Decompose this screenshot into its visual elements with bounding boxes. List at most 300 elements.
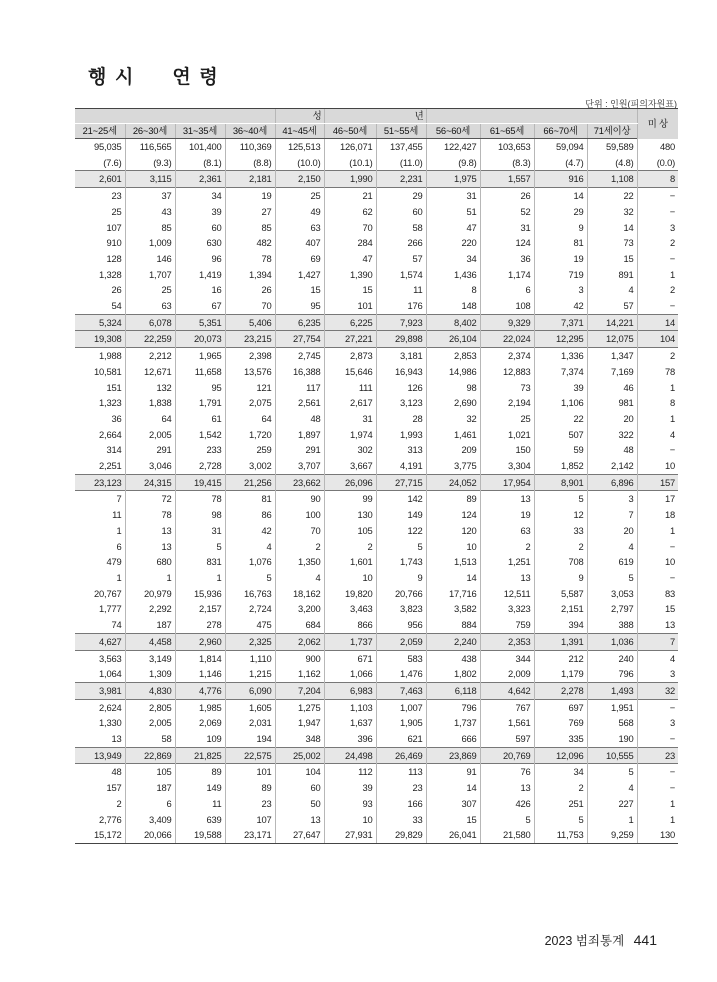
table-cell: 150 <box>480 442 534 458</box>
table-cell: 42 <box>534 298 587 314</box>
table-cell: (11.0) <box>376 155 426 171</box>
table-cell: 19 <box>225 188 275 204</box>
table-cell: 981 <box>587 395 637 411</box>
table-cell: − <box>637 539 678 555</box>
table-cell: 1,951 <box>587 699 637 715</box>
table-cell: 20,979 <box>125 586 175 602</box>
table-cell: 26,469 <box>376 747 426 764</box>
table-cell: 3 <box>637 220 678 236</box>
table-cell: 78 <box>637 364 678 380</box>
column-header: 26~30세 <box>125 124 175 139</box>
table-cell: 314 <box>106 444 122 456</box>
table-cell: 1,323 <box>99 397 122 409</box>
table-cell: 33 <box>534 523 587 539</box>
table-cell: − <box>637 780 678 796</box>
table-cell: 14,986 <box>426 364 480 380</box>
table-cell: 8 <box>637 395 678 411</box>
table-cell: 291 <box>275 442 324 458</box>
table-cell: 482 <box>225 235 275 251</box>
footer-text: 2023 범죄통계 <box>544 934 625 948</box>
table-cell: 209 <box>426 442 480 458</box>
table-row <box>75 411 678 427</box>
table-cell: 2,853 <box>426 348 480 364</box>
page-title: 행 시 연 령 <box>88 66 219 88</box>
table-cell: 5,351 <box>175 314 225 331</box>
table-cell: 322 <box>587 427 637 443</box>
table-cell: 26 <box>480 188 534 204</box>
group-header-nyeon: 년 <box>324 109 426 124</box>
table-cell: 291 <box>125 442 175 458</box>
table-cell: 137,455 <box>376 139 426 155</box>
table-cell: 438 <box>426 650 480 666</box>
table-cell: 666 <box>426 731 480 747</box>
table-cell: 1,852 <box>534 458 587 474</box>
table-row <box>75 348 678 364</box>
table-cell: 1,777 <box>99 603 122 615</box>
table-cell: 1,814 <box>175 650 225 666</box>
table-cell: 1,007 <box>376 699 426 715</box>
table-cell: 13 <box>275 812 324 828</box>
table-cell: 124 <box>480 235 534 251</box>
table-cell: (9.8) <box>426 155 480 171</box>
table-cell: 1,990 <box>324 171 376 188</box>
table-cell: 20,073 <box>175 331 225 348</box>
table-cell: 91 <box>426 764 480 780</box>
table-cell: 220 <box>426 235 480 251</box>
table-cell: 3,002 <box>225 458 275 474</box>
table-cell: 3,981 <box>75 682 125 699</box>
table-cell: 85 <box>225 220 275 236</box>
table-cell: 10,581 <box>94 365 122 377</box>
table-cell: 4 <box>275 570 324 586</box>
table-cell: 3 <box>587 491 637 507</box>
table-cell: 671 <box>324 650 376 666</box>
table-cell: 21,580 <box>480 827 534 843</box>
table-cell: 284 <box>324 235 376 251</box>
table-row <box>75 314 678 331</box>
table-cell: 17,954 <box>480 474 534 491</box>
table-cell: 122 <box>376 523 426 539</box>
table-cell: 194 <box>225 731 275 747</box>
table-cell: 103,653 <box>480 139 534 155</box>
table-cell: 25 <box>125 282 175 298</box>
table-cell: 2,353 <box>480 633 534 650</box>
table-cell: 8 <box>637 171 678 188</box>
table-cell: 11,658 <box>175 364 225 380</box>
table-cell: 10 <box>324 570 376 586</box>
group-header-seong: 성 <box>275 109 324 124</box>
table-cell: 1,108 <box>587 171 637 188</box>
table-cell: 105 <box>324 523 376 539</box>
table-cell: 25 <box>111 205 122 217</box>
table-cell: 95,035 <box>94 141 122 152</box>
table-cell: 126,071 <box>324 139 376 155</box>
table-cell: 13 <box>111 733 122 745</box>
table-row <box>75 331 678 348</box>
table-row <box>75 474 678 491</box>
table-cell: 122,427 <box>426 139 480 155</box>
table-cell: 2,361 <box>175 171 225 188</box>
table-cell: 18,162 <box>275 586 324 602</box>
table-row <box>75 267 678 283</box>
table-cell: 1,985 <box>175 699 225 715</box>
table-cell: 32 <box>426 411 480 427</box>
table-cell: 26 <box>111 284 122 296</box>
table-cell: 767 <box>480 699 534 715</box>
table-cell: 1,009 <box>125 235 175 251</box>
table-row <box>75 523 678 539</box>
table-cell: 157 <box>637 474 678 491</box>
table-cell: 2 <box>275 539 324 555</box>
table-cell: 100 <box>275 507 324 523</box>
table-cell: 3 <box>637 715 678 731</box>
table-cell: 1,557 <box>480 171 534 188</box>
table-cell: 394 <box>534 617 587 633</box>
table-cell: 2,005 <box>125 715 175 731</box>
table-cell: 16,943 <box>376 364 426 380</box>
table-cell: 60 <box>376 204 426 220</box>
table-cell: 796 <box>426 699 480 715</box>
table-cell: 126 <box>376 380 426 396</box>
table-cell: 884 <box>426 617 480 633</box>
table-cell: 51 <box>426 204 480 220</box>
column-header: 61~65세 <box>480 124 534 139</box>
table-cell: 14,221 <box>587 314 637 331</box>
table-cell: 2 <box>637 235 678 251</box>
table-cell: 21 <box>324 188 376 204</box>
table-cell: 9 <box>534 570 587 586</box>
table-cell: 5,324 <box>75 314 125 331</box>
table-cell: 2 <box>637 348 678 364</box>
table-cell: 302 <box>324 442 376 458</box>
table-cell: 1,601 <box>324 554 376 570</box>
table-cell: 10 <box>426 539 480 555</box>
table-cell: 1 <box>587 812 637 828</box>
table-cell: 396 <box>324 731 376 747</box>
column-header: 41~45세 <box>275 124 324 139</box>
table-cell: 59 <box>534 442 587 458</box>
table-cell: 916 <box>534 171 587 188</box>
table-cell: 2,664 <box>99 428 122 440</box>
table-cell: 9 <box>376 570 426 586</box>
table-cell: 1,461 <box>426 427 480 443</box>
table-cell: 2,690 <box>426 395 480 411</box>
table-cell: 2 <box>534 539 587 555</box>
table-cell: 61 <box>175 411 225 427</box>
age-statistics-table <box>75 108 678 844</box>
table-cell: 31 <box>426 188 480 204</box>
table-cell: 6,896 <box>587 474 637 491</box>
table-row <box>75 298 678 314</box>
table-cell: 6,090 <box>225 682 275 699</box>
table-cell: 96 <box>175 251 225 267</box>
table-cell: 16 <box>175 282 225 298</box>
table-cell: 1,802 <box>426 666 480 682</box>
table-cell: 1,076 <box>225 554 275 570</box>
table-cell: 719 <box>534 267 587 283</box>
table-row <box>75 155 678 171</box>
table-cell: 21,256 <box>225 474 275 491</box>
table-row <box>75 666 678 682</box>
table-cell: 7,374 <box>534 364 587 380</box>
table-cell: 85 <box>125 220 175 236</box>
table-cell: 116,565 <box>125 139 175 155</box>
table-cell: 16,763 <box>225 586 275 602</box>
table-cell: 20,769 <box>480 747 534 764</box>
table-cell: 2,325 <box>225 633 275 650</box>
column-header: 56~60세 <box>426 124 480 139</box>
table-cell: 1,347 <box>587 348 637 364</box>
table-cell: 1,215 <box>225 666 275 682</box>
table-cell: 769 <box>534 715 587 731</box>
table-cell: 90 <box>275 491 324 507</box>
table-cell: 22,024 <box>480 331 534 348</box>
table-cell: 149 <box>376 507 426 523</box>
table-cell: 1,791 <box>175 395 225 411</box>
table-cell: 1,720 <box>225 427 275 443</box>
table-cell: 3,775 <box>426 458 480 474</box>
table-cell: 7 <box>587 507 637 523</box>
table-cell: 12,883 <box>480 364 534 380</box>
table-cell: 78 <box>125 507 175 523</box>
table-row <box>75 827 678 843</box>
table-cell: 76 <box>480 764 534 780</box>
table-cell: 19 <box>480 507 534 523</box>
table-cell: 13,576 <box>225 364 275 380</box>
table-cell: 14 <box>637 314 678 331</box>
table-cell: 2,062 <box>275 633 324 650</box>
column-header: 51~55세 <box>376 124 426 139</box>
table-cell: − <box>637 570 678 586</box>
table-cell: 101 <box>225 764 275 780</box>
table-cell: 78 <box>175 491 225 507</box>
table-cell: 7,204 <box>275 682 324 699</box>
table-cell: 233 <box>175 442 225 458</box>
table-cell: 1,066 <box>324 666 376 682</box>
table-cell: 1,993 <box>376 427 426 443</box>
table-cell: 6,118 <box>426 682 480 699</box>
table-cell: 3,582 <box>426 601 480 617</box>
table-cell: 20 <box>587 411 637 427</box>
table-cell: 1,513 <box>426 554 480 570</box>
table-cell: 64 <box>125 411 175 427</box>
table-cell: 64 <box>225 411 275 427</box>
table-row <box>75 796 678 812</box>
table-row <box>75 586 678 602</box>
table-cell: 1,574 <box>376 267 426 283</box>
table-cell: 5,406 <box>225 314 275 331</box>
table-cell: 89 <box>426 491 480 507</box>
table-cell: 3,707 <box>275 458 324 474</box>
table-cell: 759 <box>480 617 534 633</box>
table-cell: 17 <box>637 491 678 507</box>
table-cell: 142 <box>376 491 426 507</box>
table-cell: 18 <box>637 507 678 523</box>
table-cell: 187 <box>125 617 175 633</box>
table-cell: 34 <box>175 188 225 204</box>
table-cell: 1,391 <box>534 633 587 650</box>
table-cell: 2,561 <box>275 395 324 411</box>
table-cell: 54 <box>111 300 122 312</box>
table-cell: 1,390 <box>324 267 376 283</box>
table-header <box>75 109 678 139</box>
table-cell: 27 <box>225 204 275 220</box>
table-cell: 479 <box>106 556 122 568</box>
table-cell: 187 <box>125 780 175 796</box>
misang-header: 미 상 <box>637 109 678 139</box>
table-row <box>75 507 678 523</box>
table-cell: 27,754 <box>275 331 324 348</box>
table-cell: 70 <box>225 298 275 314</box>
table-cell: 12,671 <box>125 364 175 380</box>
table-cell: 1,542 <box>175 427 225 443</box>
table-cell: 5 <box>376 539 426 555</box>
table-cell: 2,157 <box>175 601 225 617</box>
table-cell: 63 <box>275 220 324 236</box>
table-cell: 157 <box>106 782 122 794</box>
table-cell: (4.7) <box>534 155 587 171</box>
table-cell: 59,589 <box>587 139 637 155</box>
table-cell: (8.8) <box>225 155 275 171</box>
table-cell: 11 <box>175 796 225 812</box>
table-cell: 3,149 <box>125 650 175 666</box>
table-cell: 1,064 <box>99 668 122 680</box>
table-cell: − <box>637 731 678 747</box>
table-cell: 1,975 <box>426 171 480 188</box>
table-cell: − <box>637 699 678 715</box>
table-cell: 1 <box>116 524 122 536</box>
table-cell: 2,292 <box>125 601 175 617</box>
table-cell: 23,869 <box>426 747 480 764</box>
table-cell: 70 <box>275 523 324 539</box>
table-cell: 2,745 <box>275 348 324 364</box>
table-row <box>75 780 678 796</box>
table-cell: 15,936 <box>175 586 225 602</box>
table-cell: 3,200 <box>275 601 324 617</box>
table-cell: 1,493 <box>587 682 637 699</box>
table-cell: 1,336 <box>534 348 587 364</box>
table-cell: 5 <box>587 764 637 780</box>
table-row <box>75 220 678 236</box>
table-cell: 12 <box>534 507 587 523</box>
column-header: 71세이상 <box>587 124 637 139</box>
table-cell: 22 <box>534 411 587 427</box>
table-cell: (8.3) <box>480 155 534 171</box>
table-cell: 910 <box>106 237 122 249</box>
table-cell: 1,988 <box>75 348 125 364</box>
table-cell: 70 <box>324 220 376 236</box>
table-row <box>75 491 678 507</box>
table-cell: 24,052 <box>426 474 480 491</box>
table-cell: 15 <box>324 282 376 298</box>
table-cell: 11 <box>112 509 122 521</box>
table-row <box>75 251 678 267</box>
table-cell: 1,561 <box>480 715 534 731</box>
table-cell: 67 <box>175 298 225 314</box>
column-header: 21~25세 <box>75 124 125 139</box>
table-cell: 1,162 <box>275 666 324 682</box>
table-cell: 388 <box>587 617 637 633</box>
table-cell: 2,805 <box>125 699 175 715</box>
table-cell: 130 <box>637 827 678 843</box>
table-cell: 3,181 <box>376 348 426 364</box>
table-cell: 680 <box>125 554 175 570</box>
table-cell: 22,259 <box>125 331 175 348</box>
table-cell: 2,181 <box>225 171 275 188</box>
table-cell: 259 <box>225 442 275 458</box>
table-cell: 13,949 <box>75 747 125 764</box>
table-cell: 3,667 <box>324 458 376 474</box>
group-header-left <box>75 109 275 124</box>
table-cell: 1 <box>637 411 678 427</box>
table-cell: 2,142 <box>587 458 637 474</box>
table-cell: 73 <box>587 235 637 251</box>
table-cell: 22,869 <box>125 747 175 764</box>
table-cell: 251 <box>534 796 587 812</box>
table-cell: 684 <box>275 617 324 633</box>
table-cell: 166 <box>376 796 426 812</box>
table-cell: 48 <box>75 764 125 780</box>
table-cell: 2,398 <box>225 348 275 364</box>
table-cell: 26 <box>225 282 275 298</box>
table-cell: 15 <box>637 601 678 617</box>
table-cell: 176 <box>376 298 426 314</box>
table-cell: 307 <box>426 796 480 812</box>
table-cell: 1 <box>637 380 678 396</box>
table-cell: 3,323 <box>480 601 534 617</box>
table-cell: 1,427 <box>275 267 324 283</box>
table-cell: 9,259 <box>587 827 637 843</box>
table-cell: 15 <box>275 282 324 298</box>
table-cell: 46 <box>587 380 637 396</box>
table-cell: 1,605 <box>225 699 275 715</box>
table-cell: 1,737 <box>426 715 480 731</box>
table-cell: 639 <box>175 812 225 828</box>
table-cell: 2,624 <box>75 699 125 715</box>
table-cell: 2,194 <box>480 395 534 411</box>
table-cell: 132 <box>125 380 175 396</box>
table-cell: 36 <box>480 251 534 267</box>
table-cell: 130 <box>324 507 376 523</box>
table-row <box>75 395 678 411</box>
table-cell: 13 <box>480 570 534 586</box>
table-cell: 2,251 <box>99 460 122 472</box>
table-cell: 47 <box>324 251 376 267</box>
table-cell: 1,103 <box>324 699 376 715</box>
table-cell: 1,897 <box>275 427 324 443</box>
table-cell: 25 <box>480 411 534 427</box>
table-cell: (10.1) <box>324 155 376 171</box>
table-cell: 2,374 <box>480 348 534 364</box>
table-cell: 2,075 <box>225 395 275 411</box>
table-cell: (10.0) <box>275 155 324 171</box>
table-cell: 117 <box>275 380 324 396</box>
table-cell: 2,150 <box>275 171 324 188</box>
table-cell: 6 <box>116 540 122 552</box>
table-cell: 62 <box>324 204 376 220</box>
table-cell: 11,753 <box>534 827 587 843</box>
table-row <box>75 747 678 764</box>
table-cell: 26,104 <box>426 331 480 348</box>
unit-label: 단위 : 인원(피의자원표) <box>585 99 677 109</box>
table-cell: 5 <box>587 570 637 586</box>
table-cell: 3,123 <box>376 395 426 411</box>
table-row <box>75 812 678 828</box>
table-cell: 5 <box>225 570 275 586</box>
table-cell: 29 <box>534 204 587 220</box>
table-row <box>75 554 678 570</box>
table-cell: 10 <box>324 812 376 828</box>
